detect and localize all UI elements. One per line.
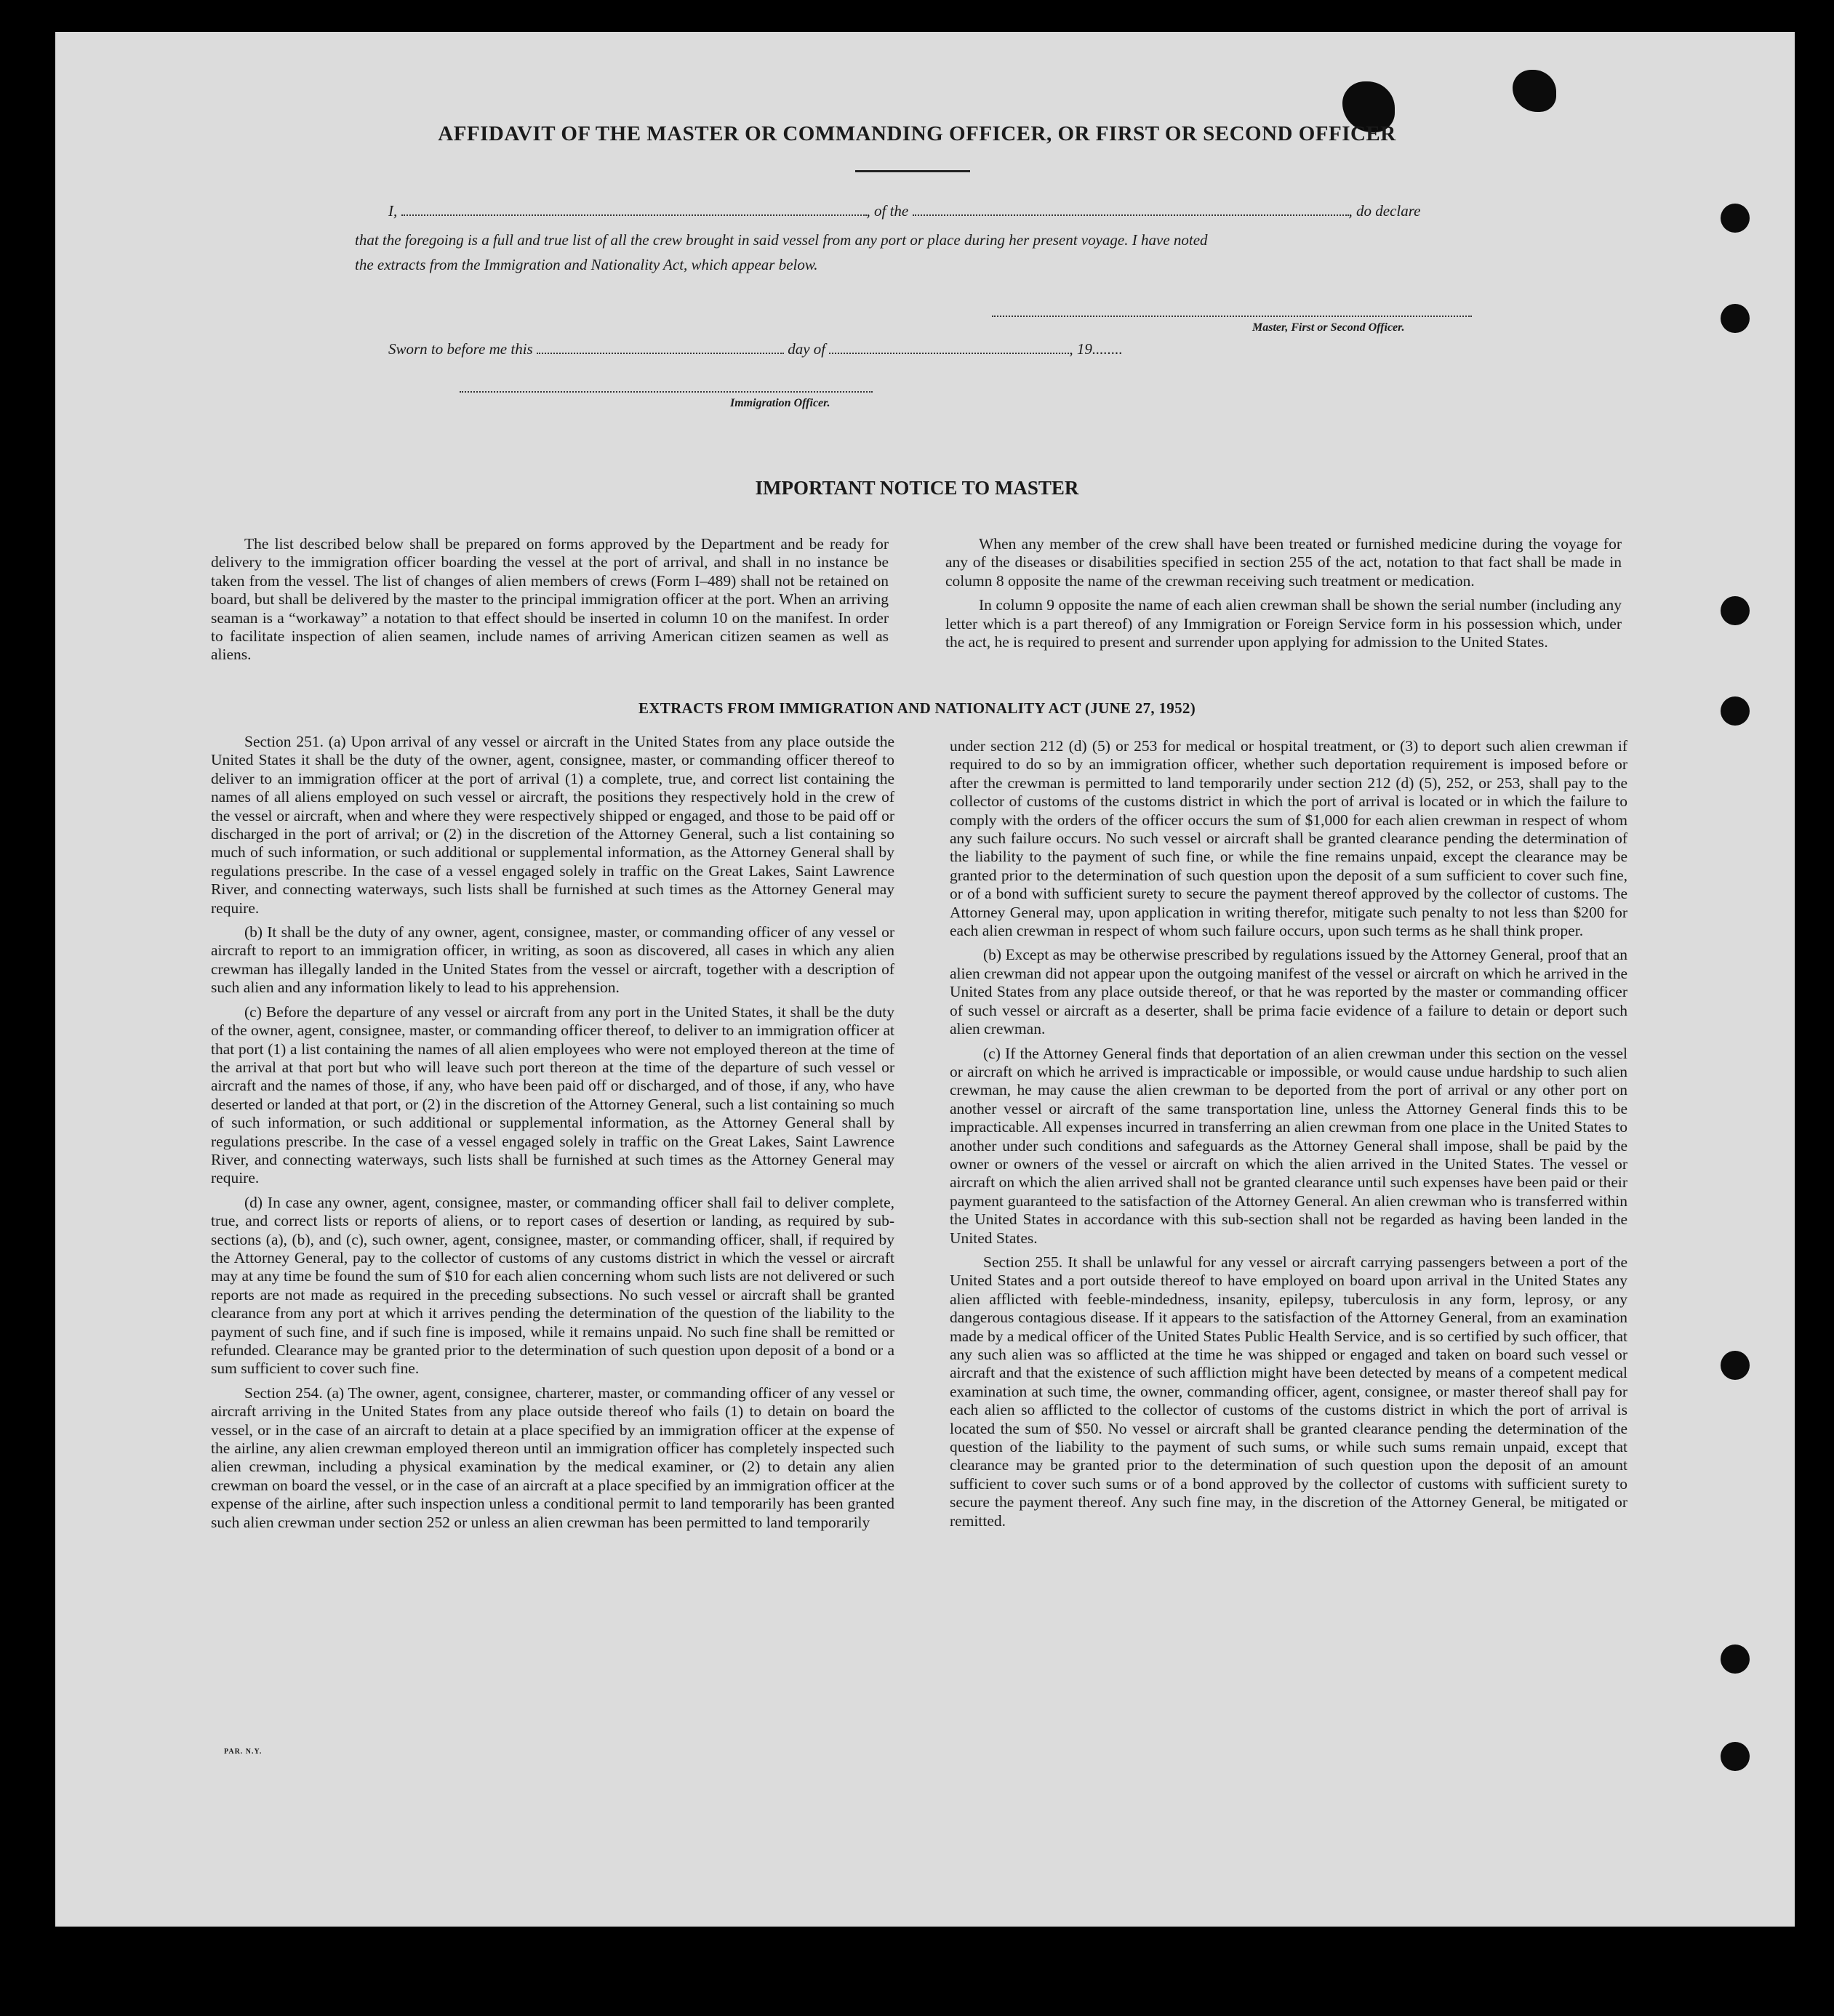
section-paragraph: Section 255. It shall be unlawful for any vessel or aircraft carrying passengers between a port of the United States and a port outside thereof to have employed on board upon arrival in the United States any alien afflicted with feeble-mindedness, insanity, epilepsy, tuberculosis in any form, leprosy, or any dangerous contagious disease. If it appears to the satisfaction of the Attorney General, from an examination made by a medical officer of the United States Public Health Service, and is so certified by such officer, that any such alien was so afflicted at the time he was shipped or engaged and taken on board such vessel or aircraft and that the existence of such affliction might have been detected by means of a competent medical examination at such time, the owner, commanding officer, agent, consignee, or master thereof shall pay for each alien so afflicted to the collector of customs of the customs district in which the port of arrival is located the sum of $50. No vessel or aircraft shall be granted clearance pending the determination of the question of the liability to the payment of such sums, or while such sums remain unpaid, except that clearance may be granted prior to the determination of such question upon the deposit of an amount sufficient to cover such sums or of a bond approved by the collector of customs with sufficient surety to secure the payment thereof. Any such fine may, in the discretion of the Attorney General, be mitigated or remitted.	[950, 1253, 1627, 1530]
sworn-prefix: Sworn to before me this	[388, 340, 533, 358]
notice-title: IMPORTANT NOTICE TO MASTER	[755, 477, 1079, 499]
declaration-line-1	[388, 202, 1420, 220]
notice-left-column	[211, 535, 889, 670]
affidavit-title: AFFIDAVIT OF THE MASTER OR COMMANDING OFFICER, OR FIRST OR SECOND OFFICER	[438, 122, 1396, 145]
officer-signature-label: Immigration Officer.	[730, 397, 830, 409]
extracts-left-column	[211, 733, 894, 1538]
declaration-line-3: the extracts from the Immigration and Nationality Act, which appear below.	[355, 256, 818, 273]
name-blank[interactable]	[401, 204, 867, 216]
binder-hole	[1721, 304, 1750, 333]
section-paragraph: (b) It shall be the duty of any owner, agent, consignee, master, or commanding officer of any vessel or aircraft to report to an immigration officer, in writing, as soon as discovered, all cases in which any alien crewman has illegally landed in the United States from the vessel or aircraft, together with a description of such alien and any information likely to lead to his apprehension.	[211, 923, 894, 997]
year-label: , 19........	[1069, 340, 1123, 358]
officer-signature-line[interactable]	[460, 391, 873, 393]
binder-hole	[1721, 1742, 1750, 1771]
day-of-label: day of	[788, 340, 826, 358]
do-declare-label: , do declare	[1348, 202, 1421, 220]
sworn-line	[388, 340, 1123, 358]
binder-hole	[1721, 204, 1750, 233]
declaration-line-2: that the foregoing is a full and true list of all the crew brought in said vessel from any port or place during her present voyage. I have noted	[355, 231, 1208, 249]
notice-right-column	[945, 535, 1622, 657]
binder-hole	[1721, 1644, 1750, 1674]
i-label: I,	[388, 202, 398, 220]
printer-code: PAR. N.Y.	[224, 1748, 263, 1756]
section-paragraph: (c) If the Attorney General finds that deportation of an alien crewman under this section on the vessel or aircraft on which he arrived is impracticable or impossible, or would cause undue hardship to such alien crewman, he may cause the alien crewman to be deported from the port of arrival or any other port on another vessel or aircraft of the same transportation line, unless the Attorney General finds this to be impracticable. All expenses incurred in transferring an alien crewman from one place in the United States to another under such conditions and safeguards as the Attorney General shall impose, shall be paid by the owner or owners of the vessel or aircraft on which the alien arrived in the United States. The vessel or aircraft on which the alien arrived shall not be granted clearance until such expenses have been paid or their payment guaranteed to the satisfaction of the Attorney General. An alien crewman who is transferred within the United States in accordance with this sub-section shall not be regarded as having been landed in the United States.	[950, 1044, 1627, 1247]
section-paragraph: Section 251. (a) Upon arrival of any vessel or aircraft in the United States from any place outside the United States it shall be the duty of the owner, agent, consignee, master, or commanding officer thereof to deliver to an immigration officer at the port of arrival (1) a complete, true, and correct list containing the names of all aliens employed on such vessel or aircraft, the positions they respectively hold in the crew of the vessel or aircraft, when and where they were respectively shipped or engaged, and those to be paid off or discharged in the port of arrival; or (2) in the discretion of the Attorney General, such a list containing so much of such information, or such additional or supplemental information, as the Attorney General shall by regulations prescribe. In the case of a vessel engaged solely in traffic on the Great Lakes, Saint Lawrence River, and connecting waterways, such lists shall be furnished at such times as the Attorney General may require.	[211, 733, 894, 917]
sworn-month-blank[interactable]	[829, 342, 1069, 354]
master-signature-label: Master, First or Second Officer.	[1252, 321, 1405, 334]
extracts-right-column	[950, 737, 1627, 1536]
section-paragraph: (d) In case any owner, agent, consignee, master, or commanding officer shall fail to deliver complete, true, and correct lists or reports of aliens, or to report cases of desertion or landing, as required by sub-sections (a), (b), and (c), such owner, agent, consignee, master, or commanding officer, shall, if required by the Attorney General, pay to the collector of customs of any customs district in which the vessel or aircraft may at any time be found the sum of $10 for each alien concerning whom such lists are not delivered or such reports are not made as required in the preceding subsections. No such vessel or aircraft shall be granted clearance from any port at which it arrives pending the determination of the question of the liability to the payment of such fine, and if such fine is imposed, while it remains unpaid. No such fine shall be remitted or refunded. Clearance may be granted prior to the determination of such question upon deposit of a bond or a sum sufficient to cover such fine.	[211, 1193, 894, 1378]
of-the-label: , of the	[866, 202, 909, 220]
sworn-day-blank[interactable]	[537, 342, 784, 354]
section-paragraph: under section 212 (d) (5) or 253 for medical or hospital treatment, or (3) to deport such alien crewman if required to do so by an immigration officer, whether such deportation requirement is imposed before or after the crewman is permitted to land temporarily under section 212 (d) (5), 252, or 253, shall pay to the collector of customs of the customs district in which the port of arrival is located or in which the failure to comply with the orders of the officer occurs the sum of $1,000 for each alien crewman in respect of whom any such failure occurs. No such vessel or aircraft shall be granted clearance pending the determination of the liability to the payment of such fine, or while the fine remains unpaid, except the clearance may be granted prior to the determination of such question upon the deposit of a sum sufficient to cover such fine, or of a bond with sufficient surety to secure the payment thereof approved by the collector of customs. The Attorney General may, upon application in writing therefor, mitigate such penalty to not less than $200 for each alien crewman in respect of whom such failure occurs, upon such terms as he shall think proper.	[950, 737, 1627, 940]
binder-hole	[1721, 1351, 1750, 1380]
master-signature-line[interactable]	[992, 316, 1472, 317]
extracts-title: EXTRACTS FROM IMMIGRATION AND NATIONALITY ACT (JUNE 27, 1952)	[638, 699, 1196, 717]
binder-hole	[1721, 596, 1750, 625]
section-paragraph: (b) Except as may be otherwise prescribed by regulations issued by the Attorney General, proof that an alien crewman did not appear upon the outgoing manifest of the vessel or aircraft on which he arrived in the United States from any place outside thereof, or that he was reported by the master or commanding officer of such vessel or aircraft as a deserter, shall be prima facie evidence of a failure to detain or deport such alien crewman.	[950, 946, 1627, 1038]
notice-paragraph: When any member of the crew shall have been treated or furnished medicine during the voyage for any of the diseases or disabilities specified in section 255 of the act, notation to that fact shall be made in column 8 opposite the name of the crewman receiving such treatment or medication.	[945, 535, 1622, 590]
notice-paragraph: The list described below shall be prepared on forms approved by the Department and be ready for delivery to the immigration officer boarding the vessel at the port of arrival, and shall in no instance be taken from the vessel. The list of changes of alien members of crews (Form I–489) shall not be retained on board, but shall be delivered by the master to the principal immigration officer at the port. When an arriving seaman is a “workaway” a notation to that effect should be inserted in column 10 on the manifest. In order to facilitate inspection of alien seamen, include names of arriving American citizen seamen as well as aliens.	[211, 535, 889, 664]
section-paragraph: (c) Before the departure of any vessel or aircraft from any port in the United States, it shall be the duty of the owner, agent, consignee, master, or commanding officer thereof, to deliver to an immigration officer at that port (1) a list containing the names of all alien employees who were not employed thereon at the time of the arrival at that port but who will leave such port thereon at the time of the departure of such vessel or aircraft and the names of those, if any, who have been paid off or discharged, and of those, if any, who have deserted or landed at that port, or (2) in the discretion of the Attorney General, such a list containing so much of such information, or such additional or supplemental information, as the Attorney General shall by regulations prescribe. In the case of a vessel engaged solely in traffic on the Great Lakes, Saint Lawrence River, and connecting waterways, such lists shall be furnished at such times as the Attorney General may require.	[211, 1003, 894, 1187]
section-paragraph: Section 254. (a) The owner, agent, consignee, charterer, master, or commanding officer of any vessel or aircraft arriving in the United States from any place outside thereof who fails (1) to detain on board the vessel, or in the case of an aircraft to detain at a place specified by an immigration officer at the expense of the airline, any alien crewman employed thereon until an immigration officer has completely inspected such alien crewman, including a physical examination by the medical examiner, or (2) to detain any alien crewman on board the vessel, or in the case of an aircraft at a place specified by an immigration officer at the expense of the airline, after such inspection unless a conditional permit to land temporarily has been granted such alien crewman under section 252 or unless an alien crewman has been permitted to land temporarily	[211, 1384, 894, 1531]
notice-paragraph: In column 9 opposite the name of each alien crewman shall be shown the serial number (including any letter which is a part thereof) of any Immigration or Foreign Service form in his possession which, under the act, he is required to present and surrender upon applying for admission to the United States.	[945, 596, 1622, 651]
title-rule	[855, 170, 970, 172]
vessel-blank[interactable]	[913, 204, 1349, 216]
